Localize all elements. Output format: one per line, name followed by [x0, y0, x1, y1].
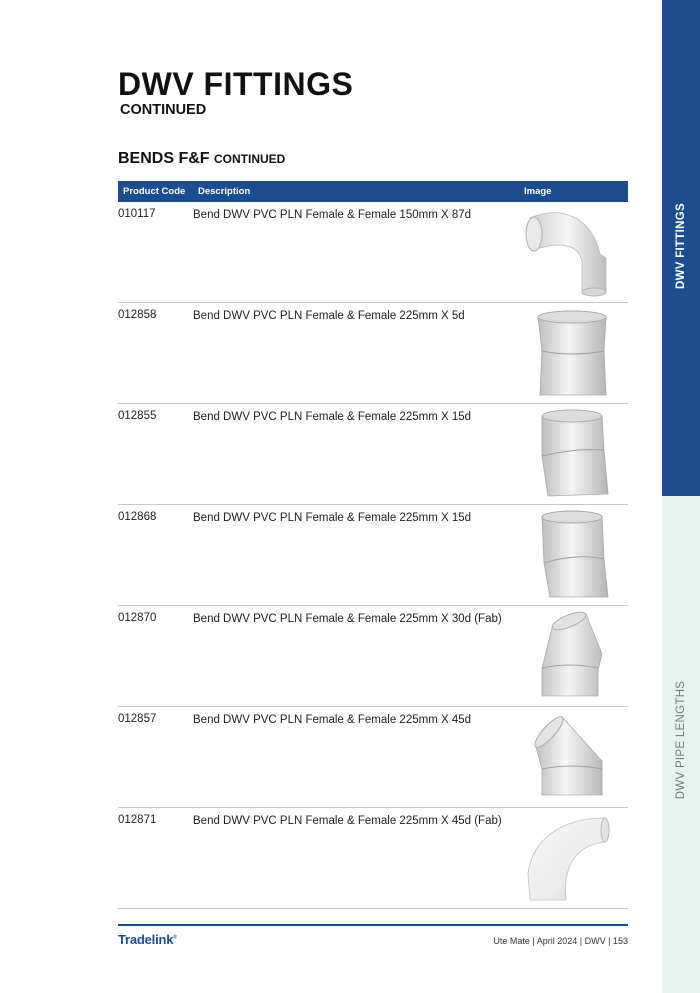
bend-45-icon: [522, 711, 622, 805]
product-description: Bend DWV PVC PLN Female & Female 225mm X 15d: [193, 512, 472, 524]
table-header: [118, 181, 628, 202]
table-row: [118, 505, 628, 606]
tradelink-logo: Tradelink®: [118, 932, 177, 947]
bend-15-icon: [522, 408, 622, 502]
bend-45-smooth-icon: [522, 812, 622, 906]
column-header-code: Product Code: [123, 186, 186, 197]
section-suffix: CONTINUED: [214, 152, 286, 166]
column-header-image: Image: [524, 186, 552, 197]
bend-87-icon: [522, 206, 622, 300]
page-title: DWV FITTINGS: [118, 66, 354, 102]
product-code: 012858: [118, 309, 157, 321]
table-row: [118, 606, 628, 707]
footer-divider: [118, 924, 628, 926]
product-description: Bend DWV PVC PLN Female & Female 225mm X 45d: [193, 714, 472, 726]
section-title: BENDS F&F: [118, 150, 210, 167]
product-description: Bend DWV PVC PLN Female & Female 225mm X 45d (Fab): [193, 815, 502, 827]
table-row: [118, 303, 628, 404]
section-heading: [118, 150, 285, 168]
product-description: Bend DWV PVC PLN Female & Female 225mm X 30d (Fab): [193, 613, 502, 625]
product-description: Bend DWV PVC PLN Female & Female 150mm X 87d: [193, 209, 472, 221]
product-code: 012871: [118, 814, 157, 826]
side-tab-dwv-pipe-lengths[interactable]: [662, 496, 700, 993]
brand-name: Tradelink: [118, 932, 174, 947]
product-code: 012855: [118, 410, 157, 422]
table-row: [118, 202, 628, 303]
side-tab-dwv-fittings[interactable]: [662, 0, 700, 496]
bend-30-icon: [522, 610, 622, 704]
side-tab-label: DWV PIPE LENGTHS: [675, 680, 687, 800]
table-row: [118, 808, 628, 909]
bend-15-icon: [522, 509, 622, 603]
product-description: Bend DWV PVC PLN Female & Female 225mm X 5d: [193, 310, 465, 322]
side-tab-label: DWV FITTINGS: [675, 202, 687, 290]
product-code: 012870: [118, 612, 157, 624]
product-description: Bend DWV PVC PLN Female & Female 225mm X 15d: [193, 411, 472, 423]
table-row: [118, 707, 628, 808]
footer-info: Ute Mate | April 2024 | DWV | 153: [493, 936, 628, 946]
product-code: 012857: [118, 713, 157, 725]
table-row: [118, 404, 628, 505]
page-subtitle: CONTINUED: [120, 102, 207, 118]
product-code: 010117: [118, 208, 156, 220]
product-code: 012868: [118, 511, 157, 523]
column-header-description: Description: [198, 186, 251, 197]
bend-5-icon: [522, 307, 622, 401]
